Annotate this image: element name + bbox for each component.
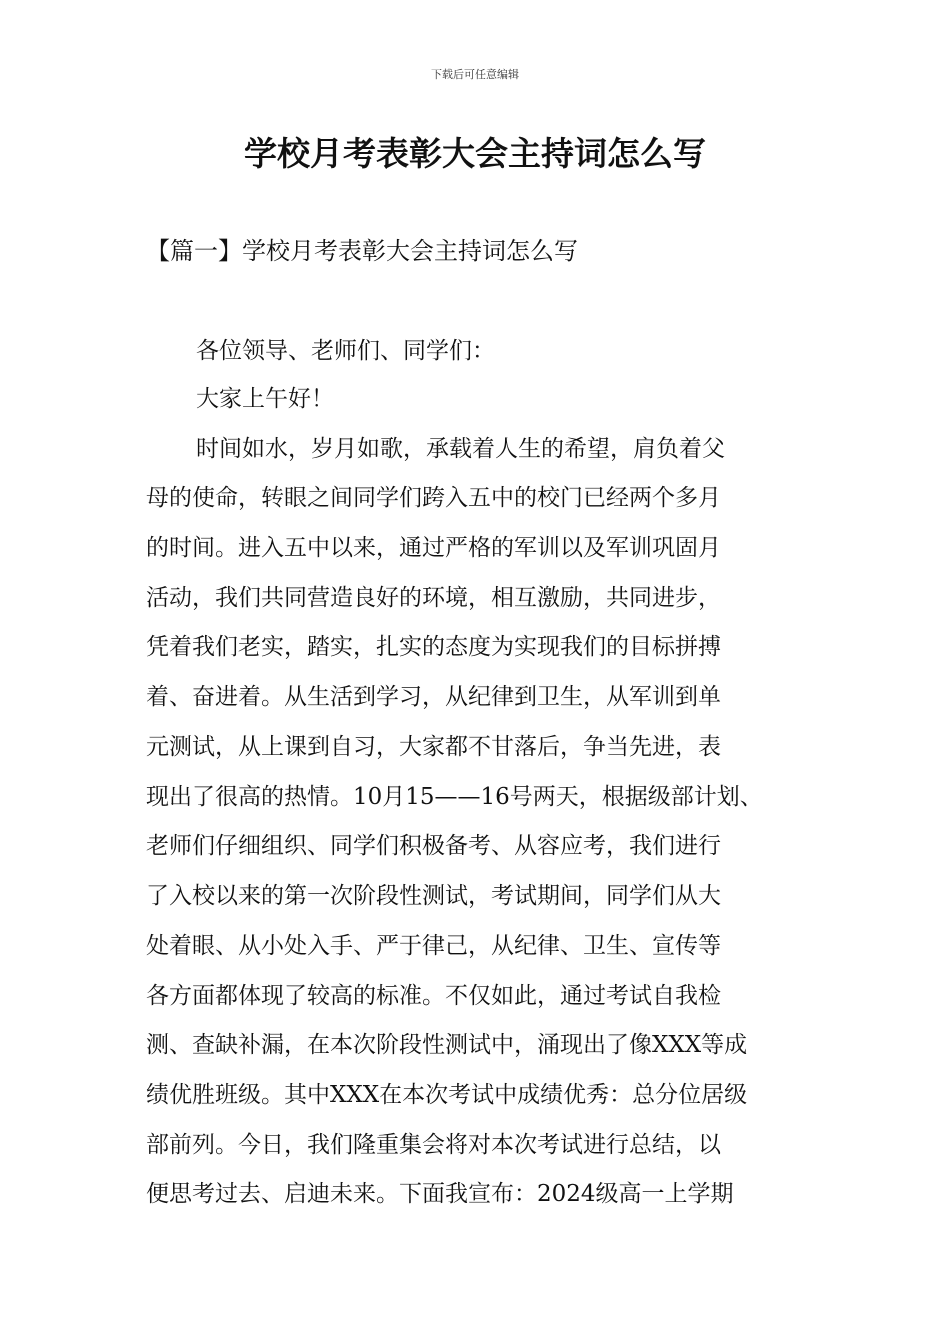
body-line: 凭着我们老实，踏实，扎实的态度为实现我们的目标拼搏	[146, 634, 721, 660]
document-title: 学校月考表彰大会主持词怎么写	[244, 134, 706, 173]
section-heading: 【篇一】学校月考表彰大会主持词怎么写	[146, 237, 578, 265]
body-line: 各位领导、老师们、同学们：	[196, 338, 495, 364]
body-line: 现出了很高的热情。10月15——16号两天，根据级部计划、	[146, 784, 763, 810]
body-line: 了入校以来的第一次阶段性测试，考试期间，同学们从大	[146, 883, 721, 909]
body-line: 处着眼、从小处入手、严于律己，从纪律、卫生、宣传等	[146, 933, 721, 959]
body-line: 各方面都体现了较高的标准。不仅如此，通过考试自我检	[146, 983, 721, 1009]
body-line: 测、查缺补漏，在本次阶段性测试中，涌现出了像XXX等成	[146, 1032, 748, 1058]
body-line: 母的使命，转眼之间同学们跨入五中的校门已经两个多月	[146, 485, 721, 511]
body-line: 大家上午好！	[196, 386, 334, 412]
body-line: 绩优胜班级。其中XXX在本次考试中成绩优秀：总分位居级	[146, 1082, 748, 1108]
body-line: 时间如水，岁月如歌，承载着人生的希望，肩负着父	[196, 436, 725, 462]
body-line: 着、奋进着。从生活到学习，从纪律到卫生，从军训到单	[146, 684, 721, 710]
body-line: 老师们仔细组织、同学们积极备考、从容应考，我们进行	[146, 833, 721, 859]
body-line: 元测试，从上课到自习，大家都不甘落后，争当先进，表	[146, 734, 721, 760]
body-line: 活动，我们共同营造良好的环境，相互激励，共同进步，	[146, 585, 721, 611]
body-line: 的时间。进入五中以来，通过严格的军训以及军训巩固月	[146, 535, 721, 561]
body-line: 便思考过去、启迪未来。下面我宣布：2024级高一上学期	[146, 1181, 734, 1207]
body-line: 部前列。今日，我们隆重集会将对本次考试进行总结，以	[146, 1132, 721, 1158]
header-note: 下载后可任意编辑	[431, 68, 519, 81]
